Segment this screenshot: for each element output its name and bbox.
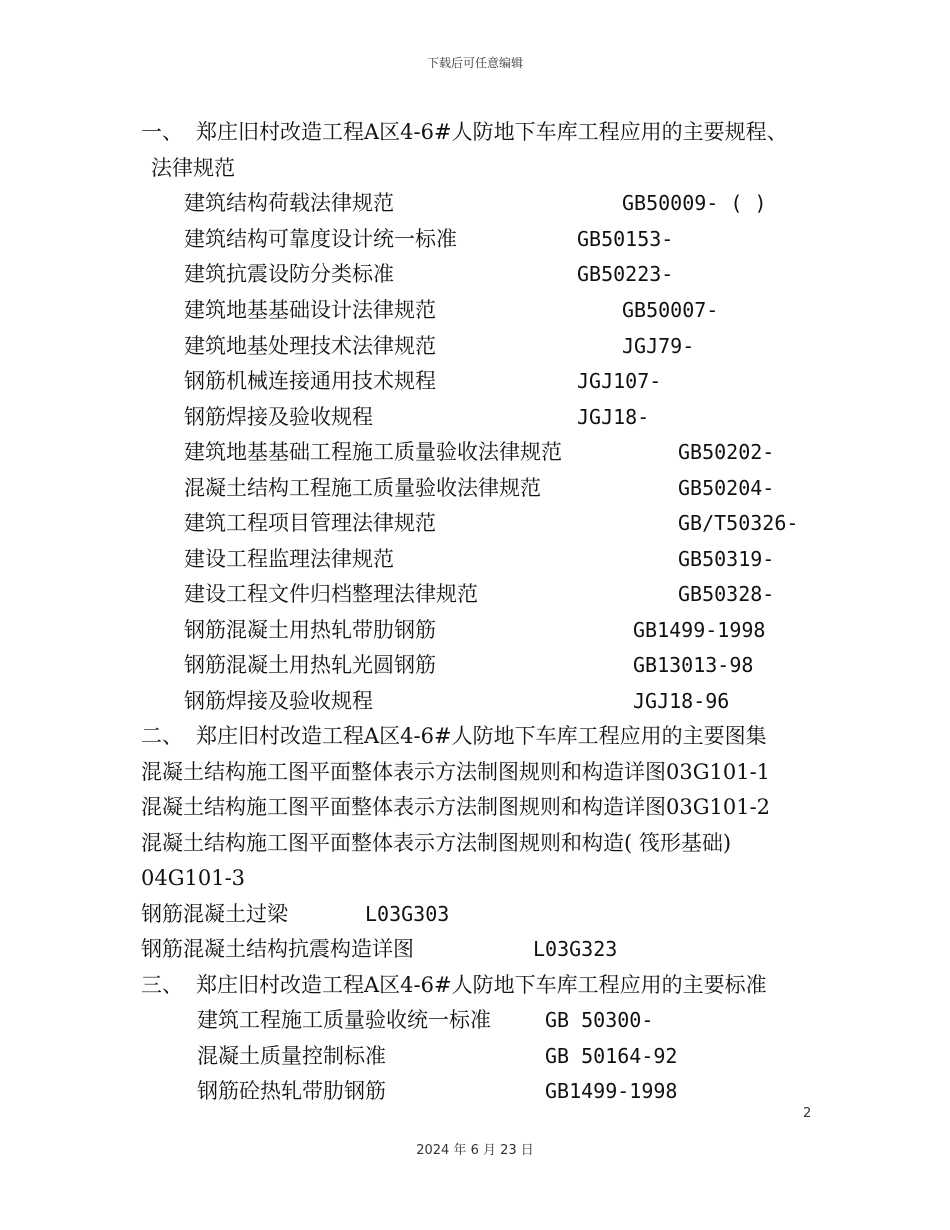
atlas-name: 钢筋混凝土过梁 <box>141 902 288 926</box>
standard-name: 钢筋砼热轧带肋钢筋 <box>197 1079 386 1103</box>
standard-code: GB50223- <box>577 262 674 286</box>
standard-code: GB 50164-92 <box>545 1044 678 1068</box>
section-3-marker: 三、 <box>141 973 183 997</box>
standard-name: 混凝土质量控制标准 <box>197 1044 386 1068</box>
standard-name: 建筑地基基础工程施工质量验收法律规范 <box>184 440 562 464</box>
standard-code: GB50328- <box>678 582 775 606</box>
atlas-name: 钢筋混凝土结构抗震构造详图 <box>141 937 414 961</box>
standard-name: 钢筋焊接及验收规程 <box>184 405 373 429</box>
standard-name: 钢筋焊接及验收规程 <box>184 689 373 713</box>
standard-code: GB50153- <box>577 227 674 251</box>
standard-code: GB50204- <box>678 476 775 500</box>
atlas-code: L03G323 <box>533 937 618 961</box>
standard-name: 建筑地基基础设计法律规范 <box>184 298 436 322</box>
standard-name: 钢筋机械连接通用技术规程 <box>184 369 436 393</box>
section-1-title: 郑庄旧村改造工程A区4-6#人防地下车库工程应用的主要规程、 <box>196 120 788 144</box>
standard-code: JGJ18- <box>577 405 650 429</box>
standard-code: GB50009- ( ) <box>622 191 767 215</box>
standard-name: 建筑工程项目管理法律规范 <box>184 511 436 535</box>
section-1-title-cont: 法律规范 <box>151 156 235 180</box>
page-footer-date: 2024 年 6 月 23 日 <box>416 1143 534 1158</box>
standard-name: 建筑结构可靠度设计统一标准 <box>184 227 457 251</box>
standard-name: 建筑工程施工质量验收统一标准 <box>197 1008 491 1032</box>
standard-code: GB 50300- <box>545 1008 654 1032</box>
standard-name: 建筑抗震设防分类标准 <box>184 262 394 286</box>
atlas-line: 混凝土结构施工图平面整体表示方法制图规则和构造详图03G101-1 <box>141 760 771 784</box>
standard-code: GB/T50326- <box>678 511 799 535</box>
section-1-marker: 一、 <box>141 120 183 144</box>
standard-code: GB50319- <box>678 547 775 571</box>
section-3-title: 郑庄旧村改造工程A区4-6#人防地下车库工程应用的主要标准 <box>196 973 767 997</box>
page-number: 2 <box>803 1106 812 1121</box>
standard-code: JGJ107- <box>577 369 662 393</box>
standard-name: 钢筋混凝土用热轧光圆钢筋 <box>184 653 436 677</box>
atlas-line: 混凝土结构施工图平面整体表示方法制图规则和构造详图03G101-2 <box>141 795 771 819</box>
atlas-code: L03G303 <box>365 902 450 926</box>
standard-name: 建筑地基处理技术法律规范 <box>184 334 436 358</box>
standard-name: 建设工程文件归档整理法律规范 <box>184 582 478 606</box>
atlas-line: 混凝土结构施工图平面整体表示方法制图规则和构造( 筏形基础) <box>141 831 732 855</box>
standard-code: JGJ18-96 <box>633 689 730 713</box>
standard-name: 建设工程监理法律规范 <box>184 547 394 571</box>
standard-code: GB13013-98 <box>633 653 754 677</box>
standard-name: 混凝土结构工程施工质量验收法律规范 <box>184 476 541 500</box>
section-2-title: 郑庄旧村改造工程A区4-6#人防地下车库工程应用的主要图集 <box>196 724 767 748</box>
atlas-line: 04G101-3 <box>141 866 246 890</box>
page-header: 下载后可任意编辑 <box>426 56 523 70</box>
standard-code: GB50007- <box>622 298 719 322</box>
standard-name: 建筑结构荷载法律规范 <box>184 191 394 215</box>
section-2-marker: 二、 <box>141 724 183 748</box>
standard-code: GB50202- <box>678 440 775 464</box>
standard-code: GB1499-1998 <box>545 1079 678 1103</box>
standard-code: JGJ79- <box>622 334 695 358</box>
standard-name: 钢筋混凝土用热轧带肋钢筋 <box>184 618 436 642</box>
standard-code: GB1499-1998 <box>633 618 766 642</box>
